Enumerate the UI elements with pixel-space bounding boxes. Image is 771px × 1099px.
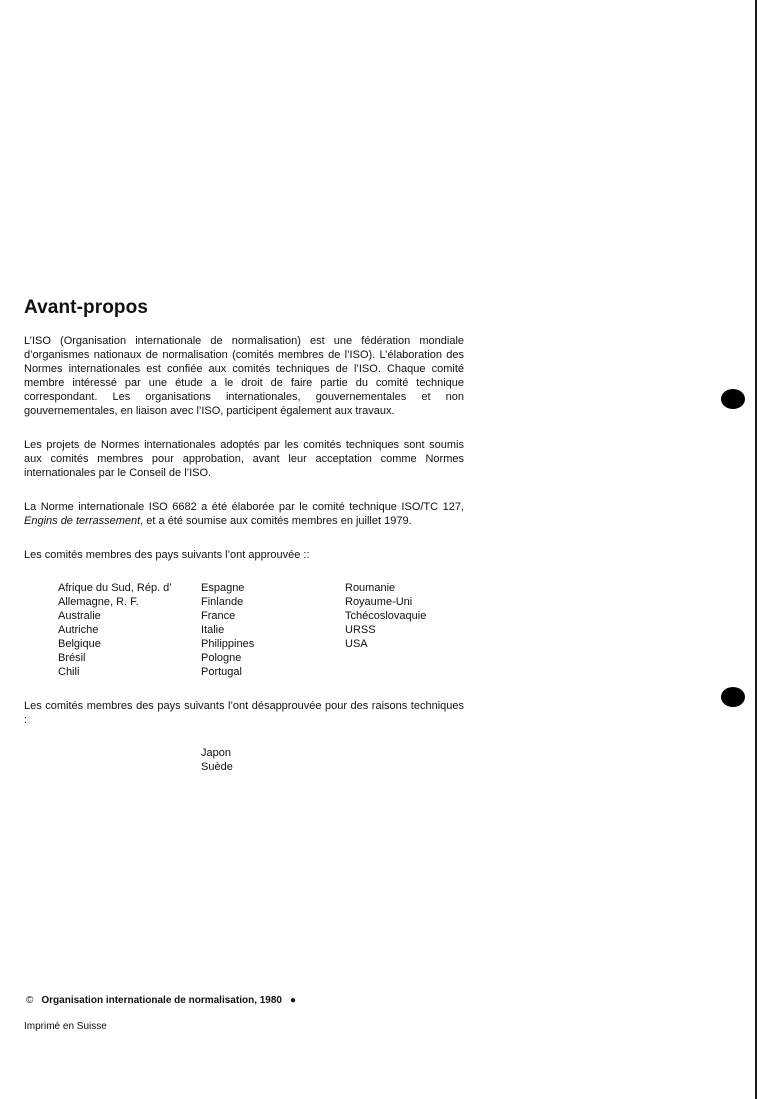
country-item: USA — [345, 638, 368, 650]
margin-dot-marker — [721, 687, 745, 707]
approving-countries-column-1 — [58, 581, 172, 679]
disapproving-countries-list — [201, 746, 233, 774]
paragraph-approving-intro: Les comités membres des pays suivants l’ont approuvée :: — [24, 549, 310, 561]
copyright-icon: © — [26, 995, 34, 1006]
copyright-line — [26, 994, 296, 1008]
country-item: Autriche — [58, 624, 99, 636]
standard-origin-text-end: , et a été soumise aux comités membres en juillet 1979. — [140, 515, 412, 527]
paragraph-disapproving-intro: Les comités membres des pays suivants l’ont désapprouvée pour des raisons techniques : — [24, 700, 464, 726]
country-item: Afrique du Sud, Rép. d’ — [58, 582, 172, 594]
bullet-icon: ● — [290, 995, 297, 1006]
page-edge-line — [755, 0, 757, 1099]
paragraph-iso-intro: L’ISO (Organisation internationale de normalisation) est une fédération mondiale d’organismes nationaux de normalisation (comités membres de l’ISO). L’élaboration des Normes internationales est confiée aux comités techniques de l’ISO. Chaque comité membre intéressé par une étude a le droit de faire partie du comité technique correspondant. Les organisations internationales, gouvernementales et non gouvernementales, en liaison avec l’ISO, participent également aux travaux. — [24, 335, 464, 417]
country-item: Royaume-Uni — [345, 596, 413, 608]
country-item: Finlande — [201, 596, 244, 608]
printed-in: Imprimé en Suisse — [24, 1021, 107, 1032]
page-title: Avant-propos — [24, 297, 148, 318]
country-item: Pologne — [201, 652, 242, 664]
standard-origin-text: La Norme internationale ISO 6682 a été élaborée par le comité technique ISO/TC 127, — [24, 501, 464, 513]
country-item: Brésil — [58, 652, 86, 664]
country-item: Australie — [58, 610, 101, 622]
approving-countries-column-3 — [345, 581, 426, 651]
country-item: Italie — [201, 624, 225, 636]
country-item: Japon — [201, 747, 231, 759]
paragraph-standard-origin — [24, 500, 464, 528]
country-item: Belgique — [58, 638, 101, 650]
margin-dot-marker — [721, 389, 745, 409]
copyright-text: Organisation internationale de normalisation, 1980 — [41, 995, 282, 1006]
country-item: Suède — [201, 761, 233, 773]
country-item: Philippines — [201, 638, 255, 650]
country-item: Espagne — [201, 582, 245, 594]
paragraph-approval-process: Les projets de Normes internationales adoptés par les comités techniques sont soumis aux comités membres pour approbation, avant leur acceptation comme Normes internationales par le Conseil de l’ISO. — [24, 439, 464, 479]
approving-countries-column-2 — [201, 581, 254, 679]
country-item: Tchécoslovaquie — [345, 610, 427, 622]
country-item: Chili — [58, 666, 80, 678]
committee-name: Engins de terrassement — [24, 515, 141, 527]
country-item: Allemagne, R. F. — [58, 596, 139, 608]
country-item: France — [201, 610, 236, 622]
country-item: Portugal — [201, 666, 242, 678]
country-item: URSS — [345, 624, 376, 636]
country-item: Roumanie — [345, 582, 396, 594]
